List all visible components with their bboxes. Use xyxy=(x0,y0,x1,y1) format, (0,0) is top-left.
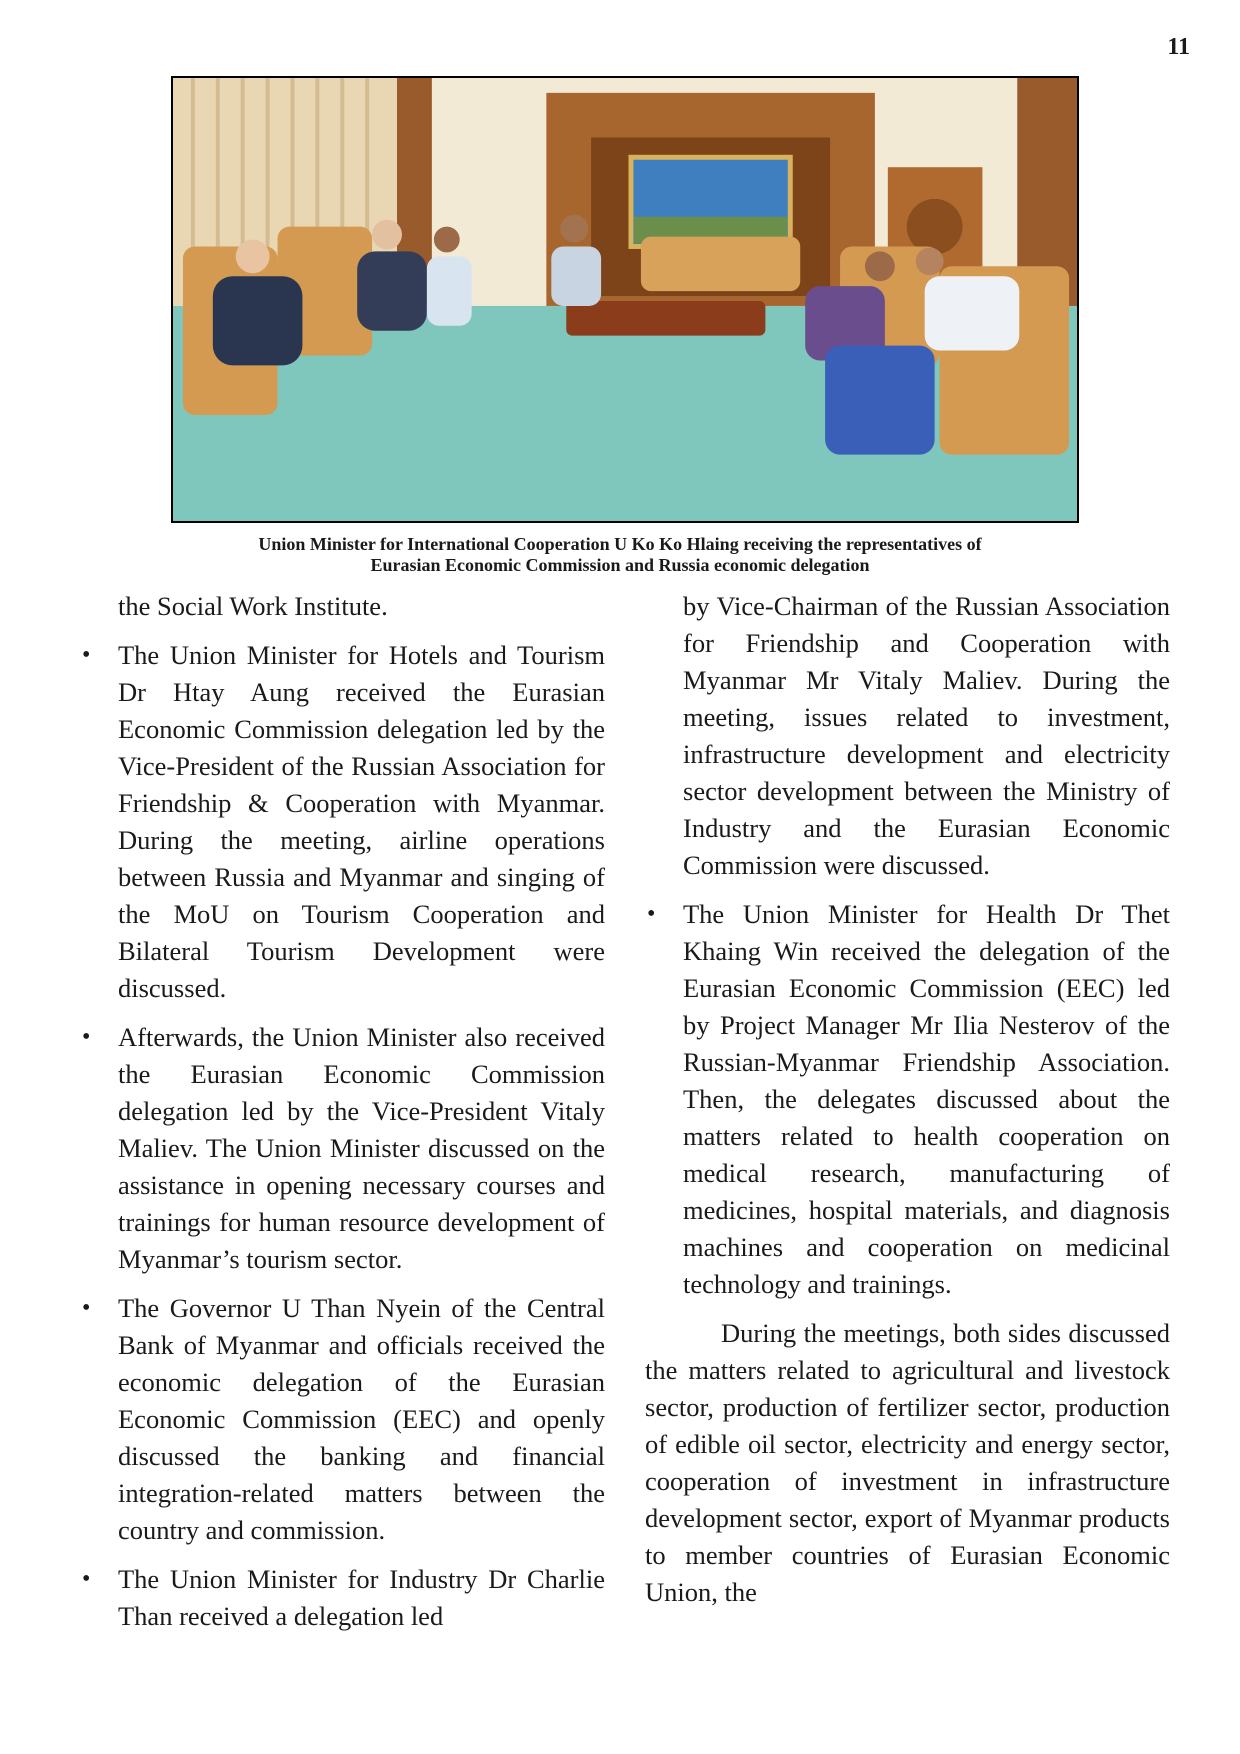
continued-paragraph: the Social Work Institute. xyxy=(118,591,388,621)
closing-paragraph: During the meetings, both sides discussed the matters related to agricultural and livestock sector, production of fertilizer sector, production of edible oil sector, electricity and energy sector, cooperation of investment in infrastructure development sector, export of Myanmar products to member countries of Eurasian Economic Union, the xyxy=(645,1318,1170,1607)
bullet-item: • The Union Minister for Hotels and Tourism Dr Htay Aung received the Eurasian Economic Commission delegation led by the Vice-President of the Russian Association for Friendship & Cooperation with Myanmar. During the meeting, airline operations between Russia and Myanmar and singing of the MoU on Tourism Cooperation and Bilateral Tourism Development were discussed. xyxy=(80,637,605,1007)
right-column xyxy=(645,588,1170,1623)
bullet-item: • The Governor U Than Nyein of the Central Bank of Myanmar and officials received the economic delegation of the Eurasian Economic Commission (EEC) and openly discussed the banking and financial integration-related matters between the country and commission. xyxy=(80,1290,605,1549)
bullet-item: • Afterwards, the Union Minister also received the Eurasian Economic Commission delegation led by the Vice-President Vitaly Maliev. The Union Minister discussed on the assistance in opening necessary courses and trainings for human resource development of Myanmar’s tourism sector. xyxy=(80,1019,605,1278)
page-number: 11 xyxy=(1167,34,1190,60)
meeting-photo xyxy=(171,76,1079,523)
bullet-list xyxy=(645,896,1170,1303)
caption-line-1: Union Minister for International Cooperation U Ko Ko Hlaing receiving the representatives of xyxy=(258,534,982,554)
caption-line-2: Eurasian Economic Commission and Russia economic delegation xyxy=(370,555,870,575)
bullet-item: • The Union Minister for Health Dr Thet Khaing Win received the delegation of the Eurasian Economic Commission (EEC) led by Project Manager Mr Ilia Nesterov of the Russian-Myanmar Friendship Association. Then, the delegates discussed about the matters related to health cooperation on medical research, manufacturing of medicines, hospital materials, and diagnosis machines and cooperation on medicinal technology and trainings. xyxy=(645,896,1170,1303)
continued-paragraph: by Vice-Chairman of the Russian Association for Friendship and Cooperation with Myanmar Mr Vitaly Maliev. During the meeting, issues related to investment, infrastructure development and electricity sector development between the Ministry of Industry and the Eurasian Economic Commission were discussed. xyxy=(683,591,1170,880)
left-column xyxy=(80,588,605,1647)
meeting-room-illustration xyxy=(173,78,1077,521)
bullet-list xyxy=(80,637,605,1635)
bullet-item: • The Union Minister for Industry Dr Charlie Than received a delegation led xyxy=(80,1561,605,1635)
photo-caption xyxy=(150,534,1090,576)
